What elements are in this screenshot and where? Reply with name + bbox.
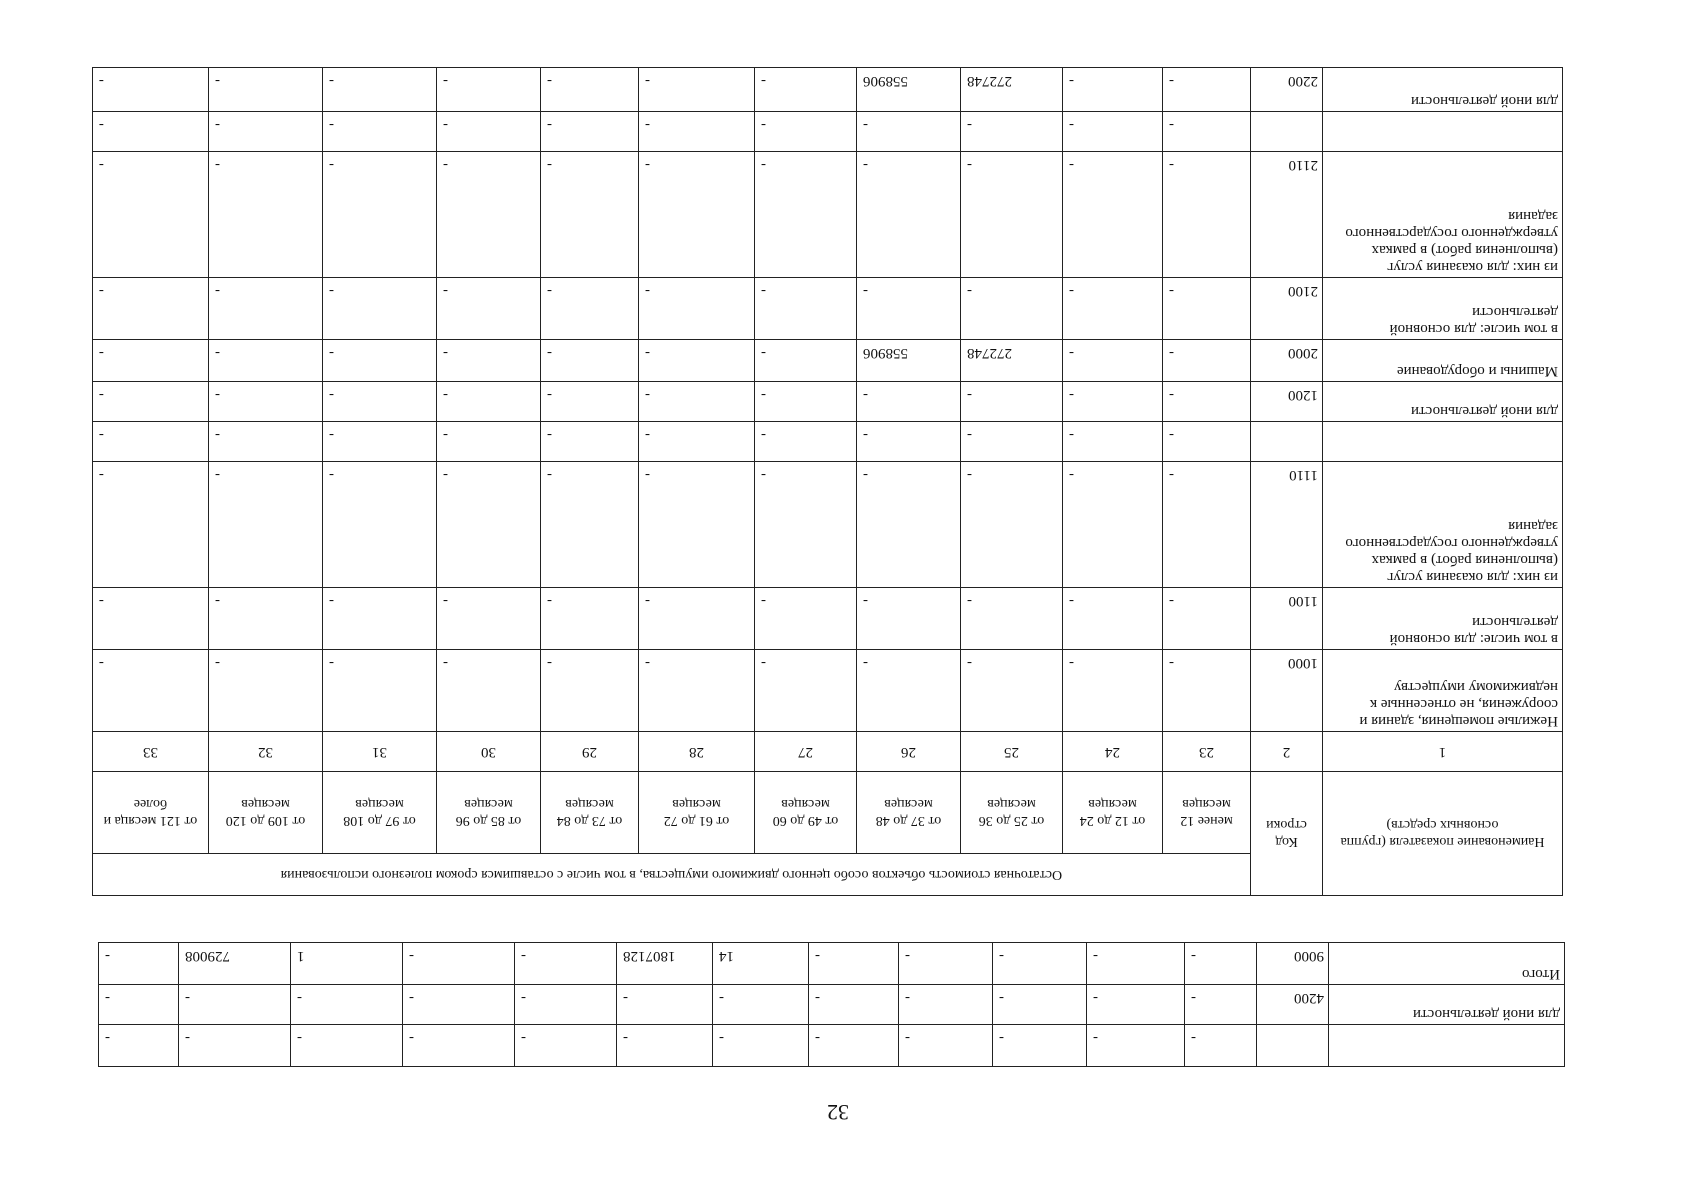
value-cell: - xyxy=(961,112,1063,152)
value-cell: - xyxy=(1163,422,1251,462)
value-cell: - xyxy=(809,943,899,985)
value-cell: - xyxy=(209,650,323,732)
value-cell: - xyxy=(92,152,208,278)
row-name xyxy=(1323,112,1563,152)
column-number: 24 xyxy=(1063,732,1163,772)
value-cell: - xyxy=(713,985,809,1025)
residual-value-table xyxy=(92,67,1563,896)
value-cell: - xyxy=(899,1025,993,1067)
value-cell: - xyxy=(639,112,755,152)
value-cell: - xyxy=(1163,462,1251,588)
value-cell: 14 xyxy=(713,943,809,985)
row-name: Нежилые помещения, здания и сооружения, не отнесенные к недвижимому имуществу xyxy=(1323,650,1563,732)
value-cell: - xyxy=(437,422,541,462)
value-cell: - xyxy=(99,1025,179,1067)
value-cell: - xyxy=(92,588,208,650)
row-name: из них: для оказания услуг (выполнения работ) в рамках утвержденного государственного задания xyxy=(1323,152,1563,278)
value-cell: - xyxy=(639,152,755,278)
table-row xyxy=(92,462,1562,588)
value-cell: - xyxy=(209,382,323,422)
value-cell: - xyxy=(1063,422,1163,462)
row-code: 4200 xyxy=(1257,985,1329,1025)
header-period: от 49 до 60 месяцев xyxy=(755,772,857,854)
value-cell: - xyxy=(857,112,961,152)
header-period: от 37 до 48 месяцев xyxy=(857,772,961,854)
column-number: 1 xyxy=(1323,732,1563,772)
row-name: для иной деятельности xyxy=(1323,68,1563,112)
value-cell: - xyxy=(291,1025,403,1067)
value-cell: - xyxy=(1063,340,1163,382)
value-cell: - xyxy=(437,340,541,382)
column-number: 25 xyxy=(961,732,1063,772)
table-row xyxy=(92,382,1562,422)
value-cell: 272748 xyxy=(961,68,1063,112)
header-code: Код строки xyxy=(1251,772,1323,896)
header-period: от 12 до 24 месяцев xyxy=(1063,772,1163,854)
value-cell: - xyxy=(209,278,323,340)
column-number: 27 xyxy=(755,732,857,772)
value-cell: - xyxy=(437,152,541,278)
value-cell: - xyxy=(1063,650,1163,732)
value-cell: 558906 xyxy=(857,340,961,382)
value-cell: - xyxy=(961,382,1063,422)
value-cell: - xyxy=(92,382,208,422)
row-code: 2100 xyxy=(1251,278,1323,340)
value-cell: - xyxy=(323,152,437,278)
table-row xyxy=(92,422,1562,462)
column-number: 32 xyxy=(209,732,323,772)
value-cell: - xyxy=(755,278,857,340)
table-row xyxy=(92,650,1562,732)
value-cell: - xyxy=(755,422,857,462)
value-cell: - xyxy=(1163,112,1251,152)
value-cell: - xyxy=(1063,112,1163,152)
value-cell: - xyxy=(209,112,323,152)
value-cell: - xyxy=(437,382,541,422)
value-cell: - xyxy=(961,422,1063,462)
header-period: от 97 до 108 месяцев xyxy=(323,772,437,854)
value-cell: - xyxy=(639,68,755,112)
column-number: 29 xyxy=(541,732,639,772)
value-cell: - xyxy=(755,462,857,588)
row-code: 1100 xyxy=(1251,588,1323,650)
value-cell: - xyxy=(323,68,437,112)
value-cell: - xyxy=(209,340,323,382)
value-cell: - xyxy=(1063,462,1163,588)
row-code: 1200 xyxy=(1251,382,1323,422)
value-cell: - xyxy=(541,278,639,340)
value-cell: - xyxy=(993,985,1087,1025)
value-cell: - xyxy=(541,588,639,650)
column-number: 31 xyxy=(323,732,437,772)
row-code: 2000 xyxy=(1251,340,1323,382)
value-cell: - xyxy=(541,650,639,732)
table-row xyxy=(92,152,1562,278)
value-cell: - xyxy=(92,462,208,588)
column-number: 30 xyxy=(437,732,541,772)
header-period: от 85 до 96 месяцев xyxy=(437,772,541,854)
value-cell: - xyxy=(639,382,755,422)
value-cell: - xyxy=(857,422,961,462)
value-cell: - xyxy=(179,985,291,1025)
value-cell: - xyxy=(323,650,437,732)
value-cell: - xyxy=(857,382,961,422)
value-cell: - xyxy=(639,588,755,650)
value-cell: - xyxy=(899,943,993,985)
value-cell: - xyxy=(323,422,437,462)
value-cell: - xyxy=(993,943,1087,985)
value-cell: - xyxy=(437,68,541,112)
row-code xyxy=(1251,422,1323,462)
value-cell: - xyxy=(209,422,323,462)
value-cell: - xyxy=(1063,588,1163,650)
row-code: 2200 xyxy=(1251,68,1323,112)
value-cell: - xyxy=(209,588,323,650)
value-cell: - xyxy=(1063,382,1163,422)
value-cell: - xyxy=(323,278,437,340)
header-period: от 73 до 84 месяцев xyxy=(541,772,639,854)
value-cell: - xyxy=(92,68,208,112)
column-numbers-row xyxy=(92,732,1562,772)
value-cell: - xyxy=(1163,68,1251,112)
value-cell: - xyxy=(961,152,1063,278)
value-cell: - xyxy=(403,985,515,1025)
row-name: Машины и оборудование xyxy=(1323,340,1563,382)
value-cell: - xyxy=(323,382,437,422)
table-row xyxy=(92,588,1562,650)
value-cell: - xyxy=(1163,152,1251,278)
value-cell: - xyxy=(961,650,1063,732)
column-number: 26 xyxy=(857,732,961,772)
header-period: от 25 до 36 месяцев xyxy=(961,772,1063,854)
value-cell: - xyxy=(857,462,961,588)
value-cell: - xyxy=(1163,278,1251,340)
value-cell: - xyxy=(437,278,541,340)
value-cell: - xyxy=(639,462,755,588)
value-cell: - xyxy=(1087,943,1185,985)
header-period: от 61 до 72 месяцев xyxy=(639,772,755,854)
value-cell: - xyxy=(961,278,1063,340)
value-cell: - xyxy=(323,462,437,588)
value-cell: - xyxy=(899,985,993,1025)
value-cell: - xyxy=(617,985,713,1025)
row-code xyxy=(1257,1025,1329,1067)
value-cell: - xyxy=(291,985,403,1025)
value-cell: - xyxy=(541,462,639,588)
header-name: Наименование показателя (группа основных средств) xyxy=(1323,772,1563,896)
table-row xyxy=(92,340,1562,382)
value-cell: - xyxy=(755,588,857,650)
value-cell: - xyxy=(639,278,755,340)
value-cell: - xyxy=(1163,650,1251,732)
continuation-table xyxy=(98,942,1565,1067)
value-cell: - xyxy=(993,1025,1087,1067)
value-cell: 1 xyxy=(291,943,403,985)
value-cell: - xyxy=(617,1025,713,1067)
row-name: Итого xyxy=(1329,943,1565,985)
value-cell: - xyxy=(755,340,857,382)
page-number: 32 xyxy=(827,1100,849,1125)
value-cell: - xyxy=(1087,985,1185,1025)
value-cell: - xyxy=(809,985,899,1025)
value-cell: - xyxy=(857,588,961,650)
value-cell: - xyxy=(541,152,639,278)
table-row xyxy=(99,985,1565,1025)
value-cell: - xyxy=(403,1025,515,1067)
value-cell: - xyxy=(1163,340,1251,382)
row-name: для иной деятельности xyxy=(1323,382,1563,422)
value-cell: - xyxy=(639,422,755,462)
value-cell: - xyxy=(809,1025,899,1067)
value-cell: - xyxy=(515,985,617,1025)
value-cell: - xyxy=(755,650,857,732)
column-number: 23 xyxy=(1163,732,1251,772)
value-cell: - xyxy=(403,943,515,985)
row-name: для иной деятельности xyxy=(1329,985,1565,1025)
value-cell: - xyxy=(755,382,857,422)
table-row xyxy=(99,1025,1565,1067)
value-cell: - xyxy=(209,152,323,278)
value-cell: - xyxy=(323,588,437,650)
row-code: 1000 xyxy=(1251,650,1323,732)
value-cell: - xyxy=(179,1025,291,1067)
table-row xyxy=(92,112,1562,152)
value-cell: - xyxy=(713,1025,809,1067)
row-name xyxy=(1323,422,1563,462)
value-cell: - xyxy=(541,340,639,382)
table-row xyxy=(92,278,1562,340)
value-cell: - xyxy=(92,422,208,462)
value-cell: - xyxy=(1163,382,1251,422)
value-cell: - xyxy=(639,340,755,382)
header-period: от 121 месяца и более xyxy=(92,772,208,854)
value-cell: - xyxy=(961,462,1063,588)
table-row-total xyxy=(99,943,1565,985)
value-cell: - xyxy=(541,382,639,422)
value-cell: - xyxy=(92,650,208,732)
value-cell: - xyxy=(437,462,541,588)
value-cell: - xyxy=(1087,1025,1185,1067)
value-cell: 558906 xyxy=(857,68,961,112)
value-cell: - xyxy=(857,278,961,340)
row-name xyxy=(1329,1025,1565,1067)
value-cell: - xyxy=(1063,278,1163,340)
value-cell: - xyxy=(1185,943,1257,985)
value-cell: - xyxy=(437,588,541,650)
value-cell: - xyxy=(1185,1025,1257,1067)
value-cell: 1807128 xyxy=(617,943,713,985)
value-cell: - xyxy=(99,943,179,985)
value-cell: - xyxy=(755,68,857,112)
value-cell: - xyxy=(755,152,857,278)
row-code: 2110 xyxy=(1251,152,1323,278)
header-period: менее 12 месяцев xyxy=(1163,772,1251,854)
value-cell: - xyxy=(92,112,208,152)
value-cell: - xyxy=(92,340,208,382)
value-cell: - xyxy=(437,112,541,152)
value-cell: - xyxy=(639,650,755,732)
value-cell: 272748 xyxy=(961,340,1063,382)
row-name: из них: для оказания услуг (выполнения работ) в рамках утвержденного государственного задания xyxy=(1323,462,1563,588)
value-cell: - xyxy=(515,1025,617,1067)
row-name: в том числе: для основной деятельности xyxy=(1323,278,1563,340)
value-cell: - xyxy=(961,588,1063,650)
value-cell: 729008 xyxy=(179,943,291,985)
value-cell: - xyxy=(1163,588,1251,650)
row-name: в том числе: для основной деятельности xyxy=(1323,588,1563,650)
value-cell: - xyxy=(541,68,639,112)
value-cell: - xyxy=(541,422,639,462)
value-cell: - xyxy=(1063,68,1163,112)
value-cell: - xyxy=(1185,985,1257,1025)
column-number: 33 xyxy=(92,732,208,772)
value-cell: - xyxy=(323,340,437,382)
header-period: от 109 до 120 месяцев xyxy=(209,772,323,854)
row-code: 1110 xyxy=(1251,462,1323,588)
value-cell: - xyxy=(99,985,179,1025)
value-cell: - xyxy=(857,650,961,732)
header-row xyxy=(92,854,1562,896)
value-cell: - xyxy=(515,943,617,985)
value-cell: - xyxy=(1063,152,1163,278)
row-code: 9000 xyxy=(1257,943,1329,985)
row-code xyxy=(1251,112,1323,152)
value-cell: - xyxy=(209,462,323,588)
value-cell: - xyxy=(437,650,541,732)
value-cell: - xyxy=(209,68,323,112)
value-cell: - xyxy=(541,112,639,152)
value-cell: - xyxy=(323,112,437,152)
table-row xyxy=(92,68,1562,112)
column-number: 28 xyxy=(639,732,755,772)
column-number: 2 xyxy=(1251,732,1323,772)
header-group-title: Остаточная стоимость объектов особо ценного движимого имущества, в том числе с оставшимся сроком полезного использования xyxy=(92,854,1250,896)
value-cell: - xyxy=(755,112,857,152)
value-cell: - xyxy=(92,278,208,340)
value-cell: - xyxy=(857,152,961,278)
